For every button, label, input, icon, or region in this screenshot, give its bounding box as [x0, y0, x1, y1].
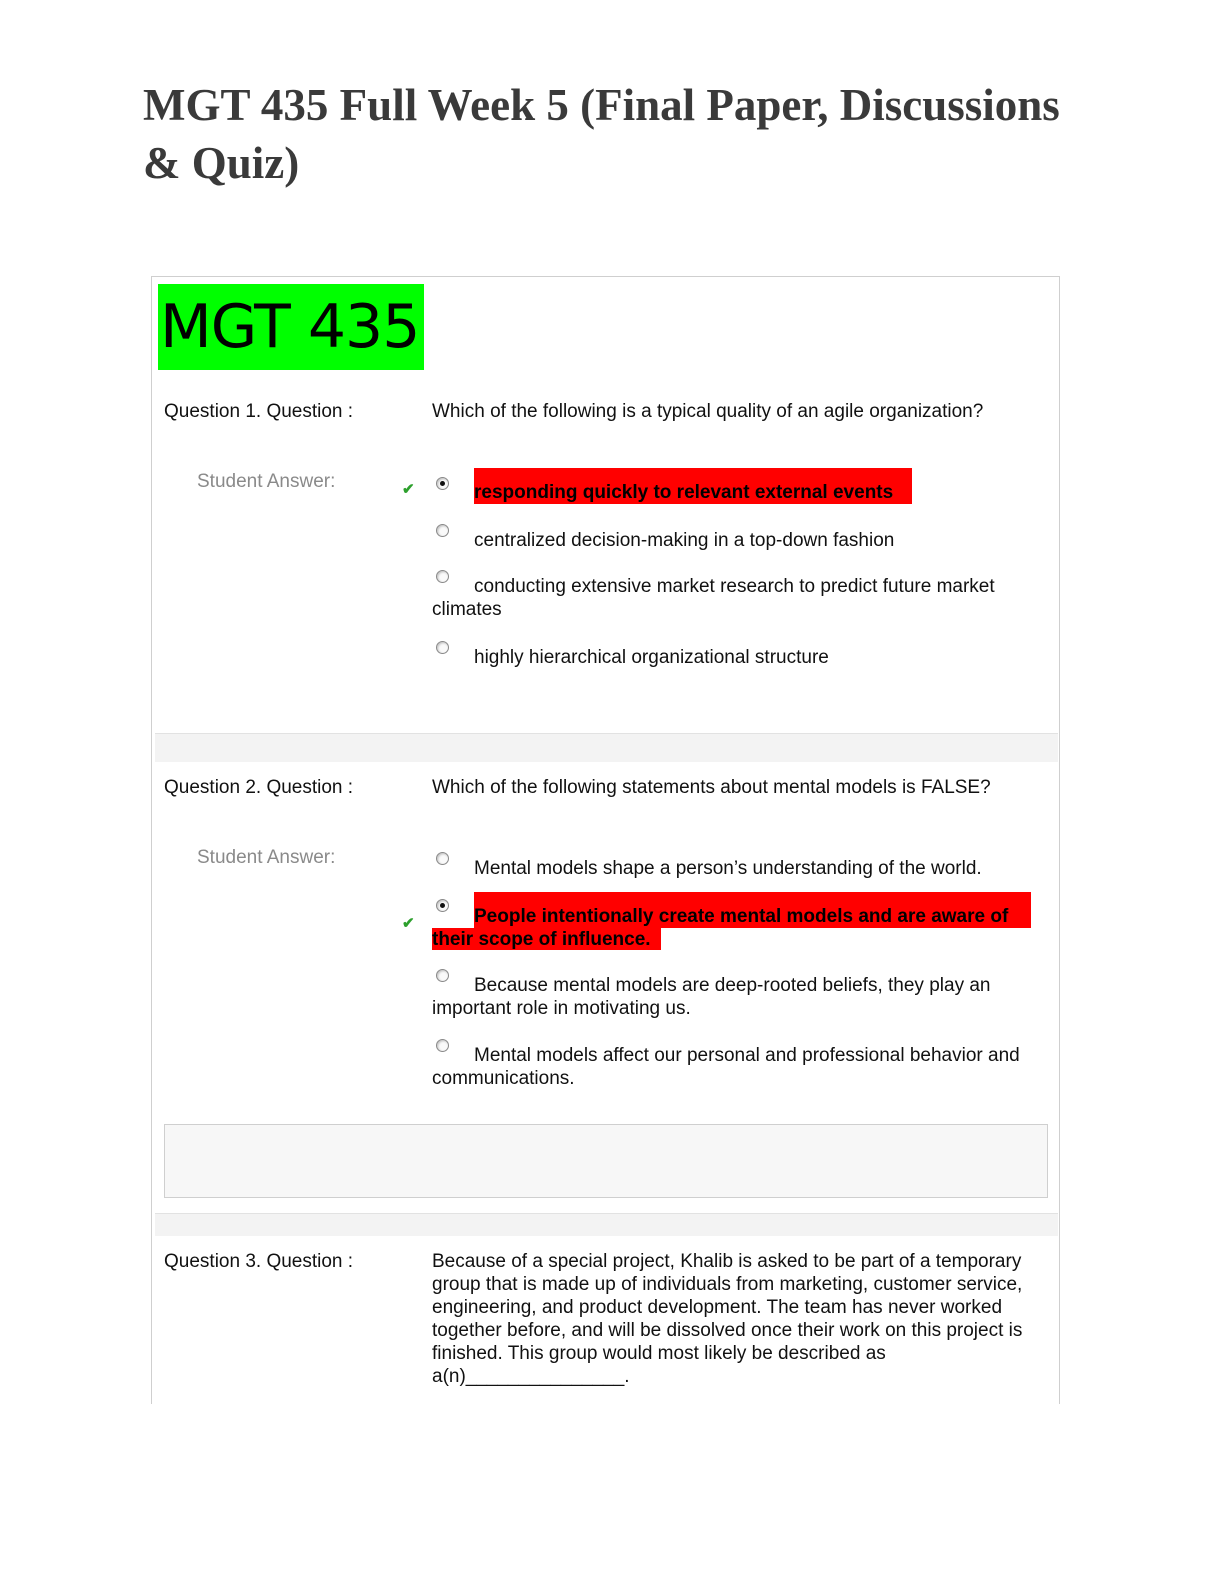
q1-option-2-text: centralized decision-making in a top-down fashion [474, 530, 895, 551]
q2-option-1-radio[interactable] [436, 852, 449, 865]
question-separator [155, 1213, 1058, 1236]
correct-check-icon: ✔ [402, 915, 415, 932]
course-logo: MGT 435 [158, 284, 424, 370]
question-separator [155, 733, 1058, 762]
student-answer-label: Student Answer: [197, 847, 336, 868]
q1-option-4-text: highly hierarchical organizational structure [474, 647, 829, 668]
question-2-text: Which of the following statements about mental models is FALSE? [432, 777, 991, 798]
q1-option-3-text: conducting extensive market research to predict future market climates [432, 576, 995, 620]
correct-check-icon: ✔ [402, 481, 415, 498]
question-1-text: Which of the following is a typical quality of an agile organization? [432, 401, 984, 422]
q1-option-1-radio[interactable] [436, 477, 449, 490]
q2-option-2-text: People intentionally create mental models and are aware of their scope of influence. [432, 906, 1009, 950]
question-3-label: Question 3. Question : [164, 1251, 354, 1272]
question-1-label: Question 1. Question : [164, 401, 354, 422]
question-2-label: Question 2. Question : [164, 777, 354, 798]
q2-option-4-text: Mental models affect our personal and professional behavior and communications. [432, 1045, 1020, 1089]
q2-option-1-text: Mental models shape a person’s understanding of the world. [474, 858, 982, 879]
student-answer-label: Student Answer: [197, 471, 336, 492]
question-3-text: Because of a special project, Khalib is asked to be part of a temporary group that is made up of individuals from marketing, customer service, engineering, and product development. The team has never worked together before, and will be dissolved once their work on this project is finished. This group would most likely be described as a(n)_______________. [432, 1251, 1023, 1387]
q2-option-3-text: Because mental models are deep-rooted beliefs, they play an important role in motivating us. [432, 975, 991, 1019]
q1-option-4-radio[interactable] [436, 641, 449, 654]
document-title: MGT 435 Full Week 5 (Final Paper, Discussions & Quiz) [143, 80, 1060, 188]
page-bottom-margin [140, 1404, 1080, 1584]
q1-option-2-radio[interactable] [436, 524, 449, 537]
q1-option-1-text: responding quickly to relevant external events [474, 482, 894, 503]
feedback-box [164, 1124, 1048, 1198]
